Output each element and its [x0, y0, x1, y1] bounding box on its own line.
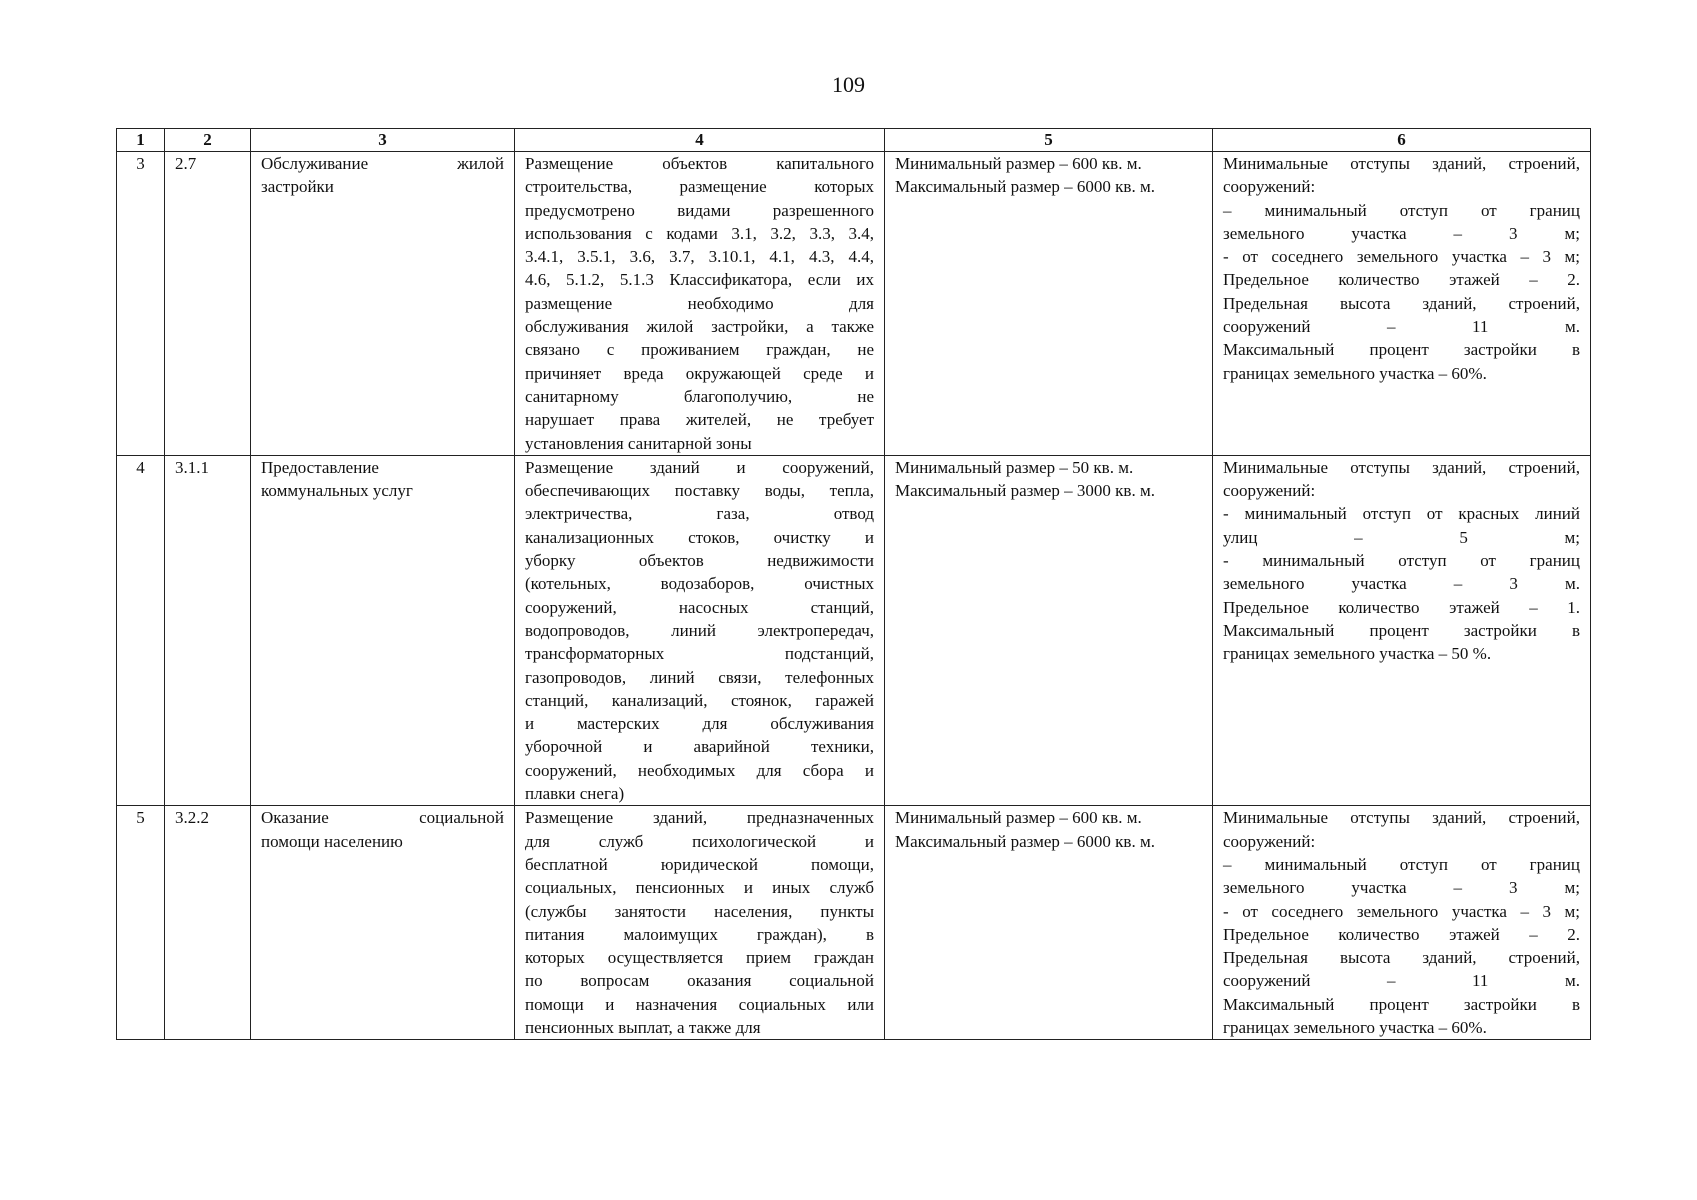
text-line: пенсионных выплат, а также для: [525, 1017, 761, 1037]
text-line: границах земельного участка – 50 %.: [1223, 644, 1492, 664]
text-line: сооружений – 11 м.: [1223, 317, 1580, 337]
text-line: Обслуживание жилой: [261, 154, 504, 173]
text-line: - минимальный отступ от границ: [1223, 551, 1580, 571]
text-line: помощи и назначения социальных или: [525, 994, 874, 1014]
column-header: 5: [885, 129, 1213, 152]
text-line: водопроводов, линий электропередач,: [525, 620, 874, 640]
plot-size-cell: [885, 806, 1213, 1040]
text-line: застройки: [261, 177, 334, 197]
text-line: Максимальный процент застройки в: [1223, 620, 1580, 640]
text-line: и мастерских для обслуживания: [525, 714, 874, 734]
parameters-cell: [1213, 152, 1591, 456]
use-name-cell: [251, 455, 515, 805]
use-name-cell: [251, 806, 515, 1040]
text-line: санитарному благополучию, не: [525, 386, 874, 406]
zoning-table: [116, 128, 1591, 1040]
text-line: границах земельного участка – 60%.: [1223, 1017, 1487, 1037]
description-cell: [515, 455, 885, 805]
text-line: – минимальный отступ от границ: [1223, 854, 1580, 874]
text-line: канализационных стоков, очистку и: [525, 527, 874, 547]
text-line: Минимальные отступы зданий, строений,: [1223, 154, 1580, 173]
text-line: Максимальный размер – 6000 кв. м.: [895, 177, 1155, 197]
text-line: социальных, пенсионных и иных служб: [525, 878, 874, 898]
text-line: Максимальный размер – 3000 кв. м.: [895, 481, 1155, 501]
column-header: 6: [1213, 129, 1591, 152]
text-line: Оказание социальной: [261, 808, 504, 828]
text-line: Предельная высота зданий, строений,: [1223, 293, 1580, 313]
column-header: 2: [165, 129, 251, 152]
text-line: Предоставление: [261, 457, 379, 477]
text-line: Минимальный размер – 600 кв. м.: [895, 154, 1142, 173]
parameters-cell: [1213, 455, 1591, 805]
text-line: установления санитарной зоны: [525, 433, 752, 453]
text-line: которых осуществляется прием граждан: [525, 948, 874, 968]
text-line: Размещение зданий, предназначенных: [525, 808, 874, 828]
row-number-cell: 4: [117, 455, 165, 805]
use-code-cell: 2.7: [165, 152, 251, 456]
table-row: [117, 806, 1591, 1040]
plot-size-cell: [885, 152, 1213, 456]
text-line: сооружений:: [1223, 831, 1316, 851]
use-code-cell: 3.2.2: [165, 806, 251, 1040]
text-line: для служб психологической и: [525, 831, 874, 851]
text-line: бесплатной юридической помощи,: [525, 854, 874, 874]
text-line: обслуживания жилой застройки, а также: [525, 317, 874, 337]
table-row: [117, 455, 1591, 805]
use-name-cell: [251, 152, 515, 456]
text-line: Максимальный процент застройки в: [1223, 994, 1580, 1014]
text-line: Предельное количество этажей – 1.: [1223, 597, 1580, 617]
text-line: плавки снега): [525, 784, 625, 804]
text-line: - минимальный отступ от красных линий: [1223, 504, 1580, 524]
text-line: Минимальные отступы зданий, строений,: [1223, 457, 1580, 477]
text-line: сооружений:: [1223, 481, 1316, 501]
text-line: Минимальный размер – 50 кв. м.: [895, 457, 1134, 477]
text-line: Предельное количество этажей – 2.: [1223, 924, 1580, 944]
text-line: обеспечивающих поставку воды, тепла,: [525, 481, 874, 501]
page-number: 109: [832, 72, 865, 97]
use-code-cell: 3.1.1: [165, 455, 251, 805]
column-header: 1: [117, 129, 165, 152]
text-line: сооружений:: [1223, 177, 1316, 197]
text-line: помощи населению: [261, 831, 403, 851]
text-line: земельного участка – 3 м.: [1223, 574, 1580, 594]
text-line: Минимальные отступы зданий, строений,: [1223, 808, 1580, 828]
text-line: земельного участка – 3 м;: [1223, 878, 1580, 898]
header-row: [117, 129, 1591, 152]
text-line: уборочной и аварийной техники,: [525, 737, 874, 757]
text-line: Размещение зданий и сооружений,: [525, 457, 874, 477]
text-line: сооружений, необходимых для сбора и: [525, 760, 874, 780]
text-line: Минимальный размер – 600 кв. м.: [895, 808, 1142, 828]
text-line: предусмотрено видами разрешенного: [525, 200, 874, 220]
text-line: улиц – 5 м;: [1223, 527, 1580, 547]
text-line: сооружений, насосных станций,: [525, 597, 874, 617]
text-line: питания малоимущих граждан), в: [525, 924, 874, 944]
text-line: границах земельного участка – 60%.: [1223, 363, 1487, 383]
text-line: коммунальных услуг: [261, 481, 413, 501]
text-line: сооружений – 11 м.: [1223, 971, 1580, 991]
text-line: (котельных, водозаборов, очистных: [525, 574, 874, 594]
plot-size-cell: [885, 455, 1213, 805]
text-line: уборку объектов недвижимости: [525, 551, 874, 571]
row-number-cell: 3: [117, 152, 165, 456]
text-line: связано с проживанием граждан, не: [525, 340, 874, 360]
text-line: Размещение объектов капитального: [525, 154, 874, 173]
text-line: причиняет вреда окружающей среде и: [525, 363, 874, 383]
parameters-cell: [1213, 806, 1591, 1040]
text-line: нарушает права жителей, не требует: [525, 410, 874, 430]
text-line: трансформаторных подстанций,: [525, 644, 874, 664]
text-line: Предельная высота зданий, строений,: [1223, 948, 1580, 968]
text-line: газопроводов, линий связи, телефонных: [525, 667, 874, 687]
text-line: по вопросам оказания социальной: [525, 971, 874, 991]
row-number-cell: 5: [117, 806, 165, 1040]
text-line: - от соседнего земельного участка – 3 м;: [1223, 901, 1580, 921]
text-line: 4.6, 5.1.2, 5.1.3 Классификатора, если их: [525, 270, 874, 290]
text-line: размещение необходимо для: [525, 293, 874, 313]
text-line: Максимальный процент застройки в: [1223, 340, 1580, 360]
text-line: электричества, газа, отвод: [525, 504, 874, 524]
text-line: станций, канализаций, стоянок, гаражей: [525, 690, 874, 710]
text-line: 3.4.1, 3.5.1, 3.6, 3.7, 3.10.1, 4.1, 4.3, 4.4,: [525, 247, 874, 267]
table-row: [117, 152, 1591, 456]
column-header: 3: [251, 129, 515, 152]
column-header: 4: [515, 129, 885, 152]
text-line: использования с кодами 3.1, 3.2, 3.3, 3.4,: [525, 223, 874, 243]
text-line: - от соседнего земельного участка – 3 м;: [1223, 247, 1580, 267]
description-cell: [515, 806, 885, 1040]
text-line: земельного участка – 3 м;: [1223, 223, 1580, 243]
text-line: строительства, размещение которых: [525, 177, 874, 197]
description-cell: [515, 152, 885, 456]
text-line: Предельное количество этажей – 2.: [1223, 270, 1580, 290]
text-line: Максимальный размер – 6000 кв. м.: [895, 831, 1155, 851]
text-line: (службы занятости населения, пункты: [525, 901, 874, 921]
text-line: – минимальный отступ от границ: [1223, 200, 1580, 220]
